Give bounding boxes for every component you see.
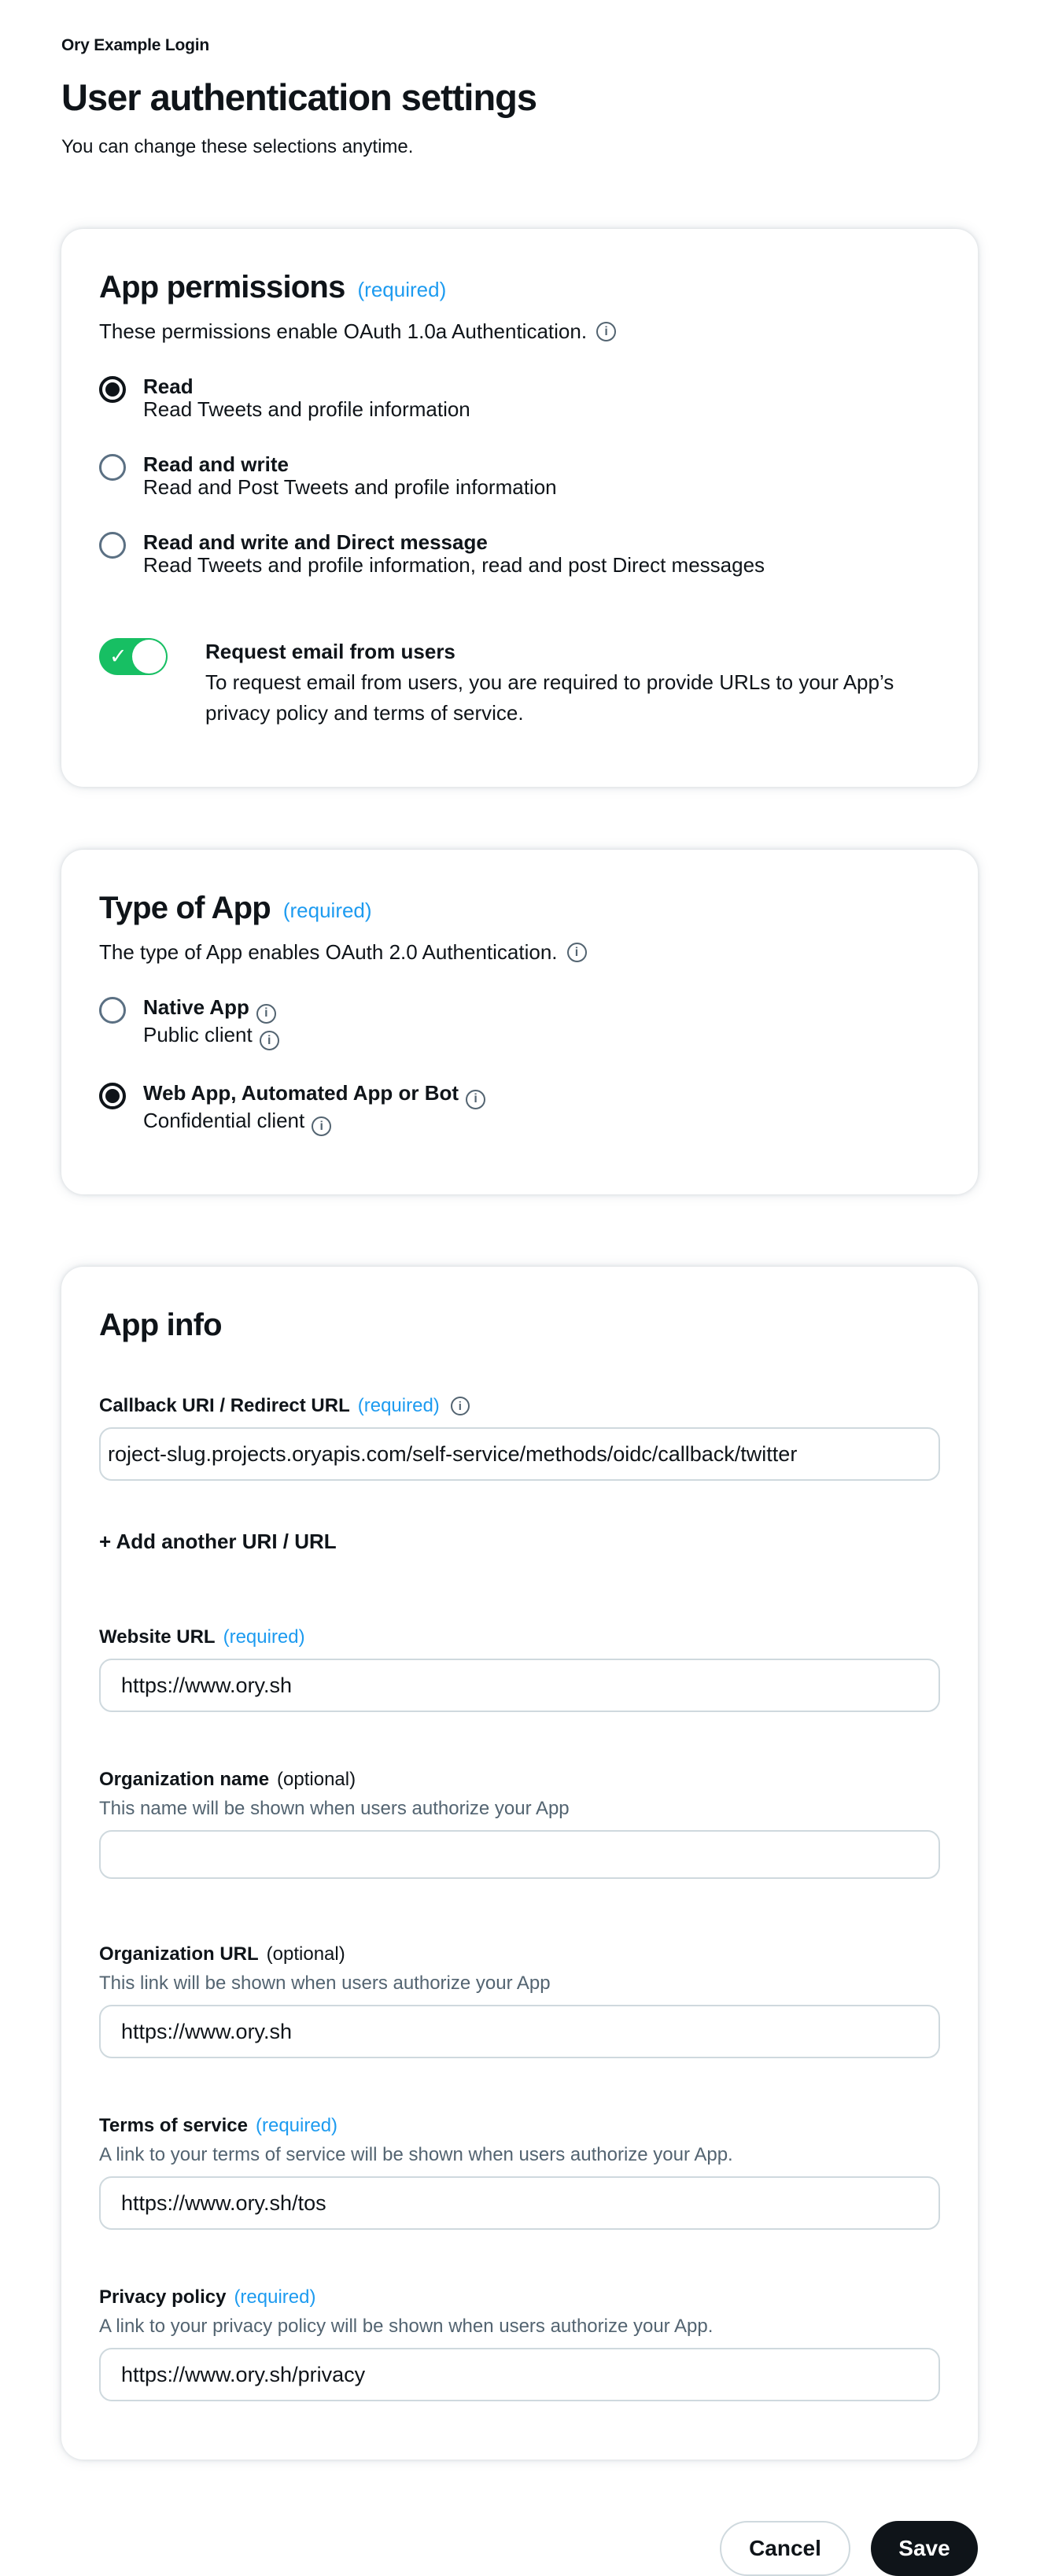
info-icon[interactable]: i xyxy=(451,1397,470,1415)
type-of-app-title-text: Type of App xyxy=(99,891,271,926)
terms-of-service-input[interactable] xyxy=(99,2176,940,2230)
field-helper: A link to your privacy policy will be shown when users authorize your App. xyxy=(99,2316,714,2338)
page-subtitle: You can change these selections anytime. xyxy=(61,136,414,157)
terms-of-service-field xyxy=(99,2115,940,2230)
required-tag: (required) xyxy=(234,2286,316,2308)
radio-label: Read xyxy=(143,375,194,398)
radio-description: Read Tweets and profile information, read and post Direct messages xyxy=(143,552,765,577)
type-of-app-options xyxy=(99,996,940,1136)
field-label: Organization name xyxy=(99,1769,270,1791)
permission-option-read[interactable] xyxy=(99,375,940,422)
page-title: User authentication settings xyxy=(61,76,537,118)
request-email-texts xyxy=(205,637,898,729)
radio-sublabel xyxy=(143,1024,279,1051)
required-tag: (required) xyxy=(256,2115,338,2137)
radio-texts xyxy=(143,1082,485,1136)
radio-button[interactable] xyxy=(99,532,126,559)
organization-url-field xyxy=(99,1943,940,2058)
required-tag: (required) xyxy=(357,278,447,301)
toggle-knob xyxy=(132,640,166,674)
app-info-title xyxy=(99,1308,940,1343)
footer-actions xyxy=(61,2521,978,2576)
app-info-title-text: App info xyxy=(99,1308,222,1343)
info-icon[interactable]: i xyxy=(260,1031,279,1050)
info-icon[interactable]: i xyxy=(466,1090,485,1109)
radio-button-checked[interactable] xyxy=(99,376,126,403)
callback-uri-label-row xyxy=(99,1395,940,1417)
request-email-toggle[interactable] xyxy=(99,638,168,675)
required-tag: (required) xyxy=(357,1395,440,1417)
cancel-button[interactable]: Cancel xyxy=(720,2521,850,2576)
required-tag: (required) xyxy=(282,899,372,923)
field-label: Terms of service xyxy=(99,2115,248,2137)
privacy-policy-input[interactable] xyxy=(99,2348,940,2401)
info-icon[interactable]: i xyxy=(312,1116,331,1136)
field-helper: This link will be shown when users authorize your App xyxy=(99,1973,551,1995)
radio-label-text: Web App, Automated App or Bot xyxy=(143,1081,459,1105)
radio-button[interactable] xyxy=(99,997,126,1024)
type-of-app-title xyxy=(99,891,940,926)
permission-option-read-write-dm[interactable] xyxy=(99,531,940,578)
app-name: Ory Example Login xyxy=(61,36,209,54)
required-tag: (required) xyxy=(223,1626,305,1648)
radio-label-text: Native App xyxy=(143,995,249,1020)
website-url-input[interactable] xyxy=(99,1659,940,1712)
app-permissions-description xyxy=(99,319,940,344)
radio-label xyxy=(143,1082,485,1109)
radio-description: Read Tweets and profile information xyxy=(143,397,470,422)
radio-button-checked[interactable] xyxy=(99,1083,126,1109)
radio-label xyxy=(143,996,279,1024)
organization-url-input[interactable] xyxy=(99,2005,940,2058)
terms-of-service-label-row xyxy=(99,2115,940,2137)
radio-button[interactable] xyxy=(99,454,126,481)
radio-sublabel xyxy=(143,1109,485,1137)
radio-label: Read and write xyxy=(143,452,289,476)
app-permissions-options xyxy=(99,375,940,577)
radio-description: Read and Post Tweets and profile information xyxy=(143,475,557,500)
field-label: Website URL xyxy=(99,1626,216,1648)
app-type-option-web[interactable] xyxy=(99,1082,940,1136)
radio-texts xyxy=(143,375,470,422)
field-label: Privacy policy xyxy=(99,2286,227,2308)
app-permissions-description-text: These permissions enable OAuth 1.0a Authentication. xyxy=(99,319,588,343)
radio-label: Read and write and Direct message xyxy=(143,530,488,554)
request-email-label: Request email from users xyxy=(205,640,455,664)
app-permissions-title xyxy=(99,270,940,305)
info-icon[interactable]: i xyxy=(567,943,587,962)
radio-texts xyxy=(143,531,765,578)
add-uri-link[interactable]: + Add another URI / URL xyxy=(99,1530,337,1554)
app-info-card xyxy=(61,1267,978,2460)
info-icon[interactable]: i xyxy=(256,1004,276,1024)
privacy-policy-field xyxy=(99,2286,940,2401)
optional-tag: (optional) xyxy=(266,1943,345,1965)
app-permissions-card xyxy=(61,229,978,787)
type-of-app-description-text: The type of App enables OAuth 2.0 Authentication. xyxy=(99,940,558,965)
field-helper: This name will be shown when users authorize your App xyxy=(99,1798,570,1820)
type-of-app-card xyxy=(61,850,978,1194)
check-icon: ✓ xyxy=(109,644,127,668)
website-url-field xyxy=(99,1626,940,1712)
field-label: Organization URL xyxy=(99,1943,259,1965)
app-type-option-native[interactable] xyxy=(99,996,940,1050)
info-icon[interactable]: i xyxy=(596,322,616,341)
organization-url-label-row xyxy=(99,1943,940,1965)
permission-option-read-write[interactable] xyxy=(99,453,940,500)
save-button[interactable]: Save xyxy=(871,2521,978,2576)
privacy-policy-label-row xyxy=(99,2286,940,2308)
optional-tag: (optional) xyxy=(277,1769,356,1791)
radio-sublabel-text: Confidential client xyxy=(143,1108,305,1132)
website-url-label-row xyxy=(99,1626,940,1648)
radio-texts xyxy=(143,996,279,1050)
app-permissions-title-text: App permissions xyxy=(99,270,345,304)
field-helper: A link to your terms of service will be shown when users authorize your App. xyxy=(99,2144,733,2166)
organization-name-label-row xyxy=(99,1769,940,1791)
organization-name-field xyxy=(99,1769,940,1879)
radio-texts xyxy=(143,453,557,500)
type-of-app-description xyxy=(99,940,940,965)
field-label: Callback URI / Redirect URL xyxy=(99,1395,350,1417)
organization-name-input[interactable] xyxy=(99,1830,940,1879)
callback-uri-field xyxy=(99,1395,940,1481)
callback-uri-input[interactable] xyxy=(99,1427,940,1481)
request-email-row xyxy=(99,638,940,729)
request-email-description: To request email from users, you are required to provide URLs to your App’s privacy policy and terms of service. xyxy=(205,670,894,725)
radio-sublabel-text: Public client xyxy=(143,1022,253,1046)
